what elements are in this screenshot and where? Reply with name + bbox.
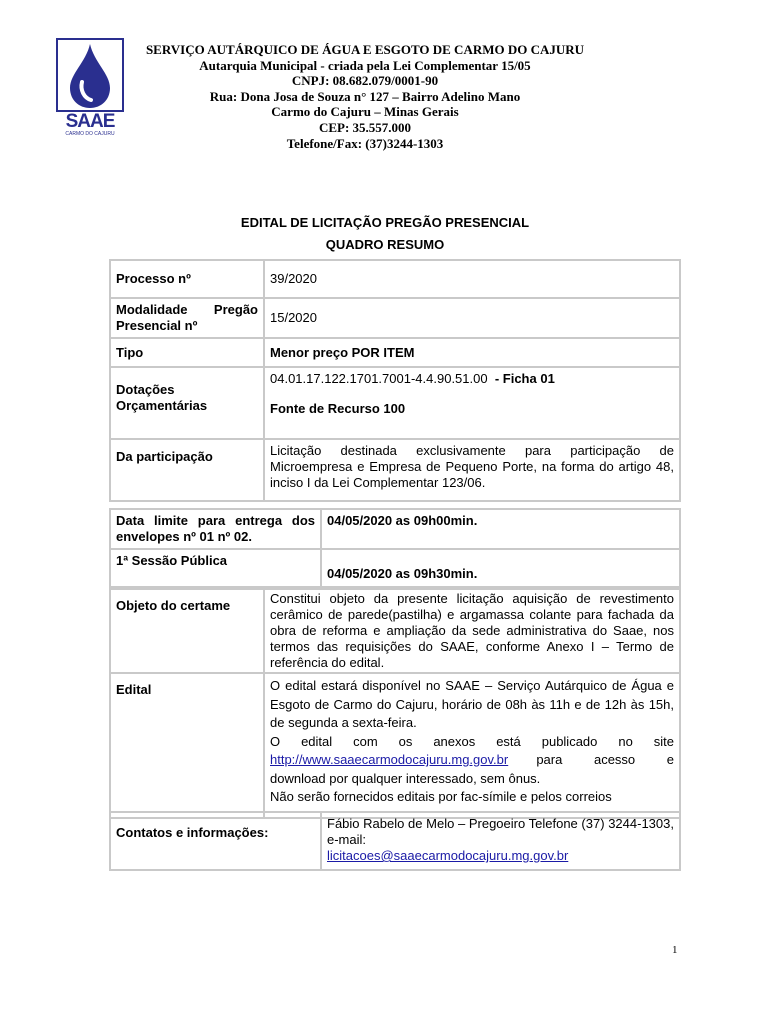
table-row	[110, 367, 680, 439]
data-limite-value: 04/05/2020 as 09h00min.	[321, 509, 680, 549]
sessao-value: 04/05/2020 as 09h30min.	[321, 549, 680, 589]
logo-subtext: CARMO DO CAJURU	[65, 131, 115, 137]
dotacoes-label-line-1: Dotações	[116, 382, 175, 397]
contatos-email-link[interactable]: licitacoes@saaecarmodocajuru.mg.gov.br	[327, 848, 569, 863]
table-row	[110, 812, 680, 870]
dotacoes-code: 04.01.17.122.1701.7001-4.4.90.51.00	[270, 371, 488, 386]
header-line-5: Carmo do Cajuru – Minas Gerais	[271, 104, 459, 120]
header-line-4: Rua: Dona Josa de Souza n° 127 – Bairro Adelino Mano	[209, 88, 521, 104]
participacao-label: Da participação	[110, 439, 264, 501]
dotacoes-fonte: Fonte de Recurso 100	[270, 401, 406, 416]
header-line-7: Telefone/Fax: (37)3244-1303	[286, 135, 444, 151]
document-title: EDITAL DE LICITAÇÃO PREGÃO PRESENCIAL	[240, 215, 530, 230]
tipo-value: Menor preço POR ITEM	[264, 338, 680, 367]
processo-value: 39/2020	[264, 260, 680, 298]
water-drop-icon	[56, 38, 124, 112]
table-row	[110, 509, 680, 549]
table-row	[110, 587, 680, 673]
edital-value	[264, 673, 680, 818]
edital-paragraph-2b-start: para acesso e	[536, 752, 674, 767]
dotacoes-label	[110, 367, 264, 439]
objeto-value: Constitui objeto da presente licitação aquisição de revestimento cerâmico de parede(pastilha) e argamassa colante para fachada da obra de reforma e ampliação da sede administrativa do Saae, nos termos das requisições do SAAE, conforme Anexo I – Termo de referência do edital.	[264, 587, 680, 673]
contatos-value	[321, 812, 680, 870]
table-row	[110, 439, 680, 501]
modalidade-value: 15/2020	[264, 298, 680, 338]
letterhead	[120, 42, 610, 151]
data-limite-label: Data limite para entrega dos envelopes nº 01 nº 02.	[110, 509, 321, 549]
header-line-3: CNPJ: 08.682.079/0001-90	[291, 73, 439, 89]
participacao-value: Licitação destinada exclusivamente para participação de Microempresa e Empresa de Pequeno Porte, na forma do artigo 48, inciso I da Lei Complementar 123/06.	[264, 439, 680, 501]
edital-paragraph-2a: O edital com os anexos está publicado no site	[270, 733, 674, 749]
header-line-2: Autarquia Municipal - criada pela Lei Complementar 15/05	[199, 57, 531, 73]
header-line-6: CEP: 35.557.000	[318, 119, 412, 135]
edital-paragraph-2b: download por qualquer interessado, sem ônus.	[270, 770, 541, 786]
table-row	[110, 338, 680, 367]
contatos-text: Fábio Rabelo de Melo – Pregoeiro Telefone (37) 3244-1303, e-mail:	[327, 816, 674, 847]
table-row	[110, 673, 680, 818]
contatos-label: Contatos e informações:	[110, 812, 321, 870]
header-line-1: SERVIÇO AUTÁRQUICO DE ÁGUA E ESGOTO DE CARMO DO CAJURU	[145, 42, 585, 57]
edital-paragraph-3: Não serão fornecidos editais por fac-símile e pelos correios	[270, 789, 612, 804]
summary-table-top	[109, 259, 681, 502]
summary-table-objeto	[109, 586, 681, 819]
modalidade-label: Modalidade Pregão Presencial nº	[110, 298, 264, 338]
saae-logo	[56, 38, 124, 138]
dotacoes-ficha: - Ficha 01	[494, 371, 555, 386]
sessao-label: 1ª Sessão Pública	[110, 549, 321, 589]
summary-table-bottom	[109, 508, 681, 590]
edital-label: Edital	[110, 673, 264, 818]
edital-paragraph-1: O edital estará disponível no SAAE – Serviço Autárquico de Água e Esgoto de Carmo do Cajuru, horário de 08h às 11h e de 12h às 15h, de segunda a sexta-feira.	[270, 678, 674, 730]
edital-site-link[interactable]: http://www.saaecarmodocajuru.mg.gov.br	[270, 752, 509, 767]
dotacoes-value	[264, 367, 680, 439]
logo-text: SAAE	[65, 111, 115, 132]
objeto-label: Objeto do certame	[110, 587, 264, 673]
processo-label: Processo nº	[110, 260, 264, 298]
tipo-label: Tipo	[110, 338, 264, 367]
table-row	[110, 549, 680, 589]
document-subtitle: QUADRO RESUMO	[325, 237, 445, 252]
summary-table-contatos	[109, 811, 681, 871]
dotacoes-label-line-2: Orçamentárias	[116, 398, 208, 413]
table-row	[110, 260, 680, 298]
table-row	[110, 298, 680, 338]
page-number: 1	[672, 944, 678, 956]
